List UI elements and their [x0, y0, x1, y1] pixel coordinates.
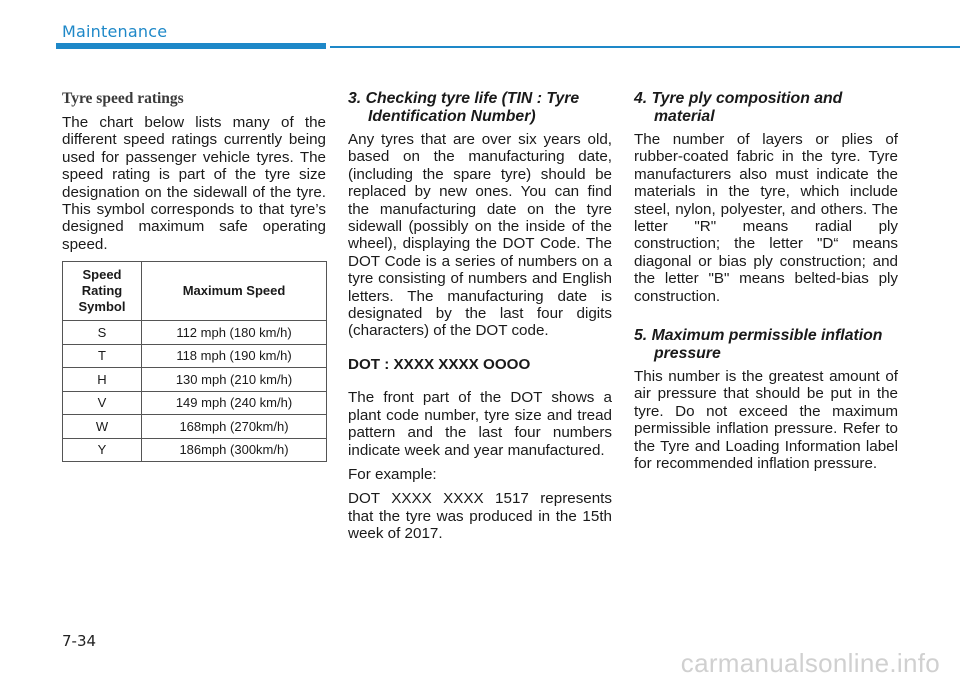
table-cell-speed: 149 mph (240 km/h)	[142, 391, 327, 415]
table-row	[63, 368, 327, 392]
table-row	[63, 344, 327, 368]
header-rule-thick	[56, 43, 326, 49]
table-cell-speed: 112 mph (180 km/h)	[142, 321, 327, 345]
table-cell-symbol: T	[63, 344, 142, 368]
heading-ply-composition: 4. Tyre ply composition and material	[634, 90, 843, 125]
table-cell-speed: 118 mph (190 km/h)	[142, 344, 327, 368]
paragraph-speed-ratings: The chart below lists many of the different speed ratings currently being used for passenger vehicle tyres. The speed rating is part of the tyre size designation on the sidewall of the tyre. This symbol corresponds to that tyre’s designed maximum safe operating speed.	[62, 114, 326, 253]
table-row	[63, 391, 327, 415]
paragraph-max-inflation: This number is the greatest amount of air pressure that should be put in the tyre. Do not exceed the maximum permissible inflation pressure. Refer to the Tyre and Loading Information label for recommended inflation pressure.	[634, 368, 898, 473]
table-cell-symbol: W	[63, 415, 142, 439]
heading-checking-tyre-life: 3. Checking tyre life (TIN : Tyre Identification Number)	[348, 90, 580, 125]
speed-rating-table	[62, 261, 327, 462]
table-row	[63, 438, 327, 462]
table-row	[63, 321, 327, 345]
table-header-row	[63, 262, 327, 321]
paragraph-dot-front: The front part of the DOT shows a plant code number, tyre size and tread pattern and the last four numbers indicate week and year manufactured.	[348, 389, 612, 459]
table-cell-symbol: S	[63, 321, 142, 345]
heading-max-inflation: 5. Maximum permissible inflation pressure	[634, 327, 883, 363]
table-cell-speed: 130 mph (210 km/h)	[142, 368, 327, 392]
column-3	[634, 90, 898, 473]
paragraph-ply-composition: The number of layers or plies of rubber-coated fabric in the tyre. Tyre manufacturers also must indicate the materials in the tyre, which include steel, nylon, polyester, and others. The letter "R" means radial ply construction; the letter "D“ means diagonal or bias ply construction; and the letter "B" means belted-bias ply construction.	[634, 131, 898, 305]
paragraph-dot-example: DOT XXXX XXXX 1517 represents that the tyre was produced in the 15th week of 2017.	[348, 490, 612, 543]
paragraph-for-example: For example:	[348, 465, 437, 483]
section-title: Maintenance	[62, 22, 168, 41]
header-rule-thin	[330, 46, 960, 48]
table-cell-symbol: H	[63, 368, 142, 392]
table-cell-speed: 186mph (300km/h)	[142, 438, 327, 462]
page-number: 7-34	[62, 632, 97, 650]
table-row	[63, 415, 327, 439]
paragraph-tyre-life: Any tyres that are over six years old, based on the manufacturing date, (including the spare tyre) should be replaced by new ones. You can find the manufacturing date on the tyre sidewall (possibly on the inside of the wheel), displaying the DOT Code. The DOT Code is a series of numbers on a tyre consisting of numbers and English letters. The manufacturing date is designated by the last four digits (characters) of the DOT code.	[348, 131, 612, 340]
subheading-speed-ratings: Tyre speed ratings	[62, 90, 184, 107]
column-2	[348, 90, 612, 543]
watermark: carmanualsonline.info	[680, 648, 940, 678]
table-header-speed: Maximum Speed	[142, 262, 327, 321]
table-cell-symbol: Y	[63, 438, 142, 462]
table-cell-speed: 168mph (270km/h)	[142, 415, 327, 439]
dot-code-format: DOT : XXXX XXXX OOOO	[348, 355, 531, 373]
table-cell-symbol: V	[63, 391, 142, 415]
table-header-symbol: Speed Rating Symbol	[63, 262, 142, 321]
column-1	[62, 90, 326, 253]
